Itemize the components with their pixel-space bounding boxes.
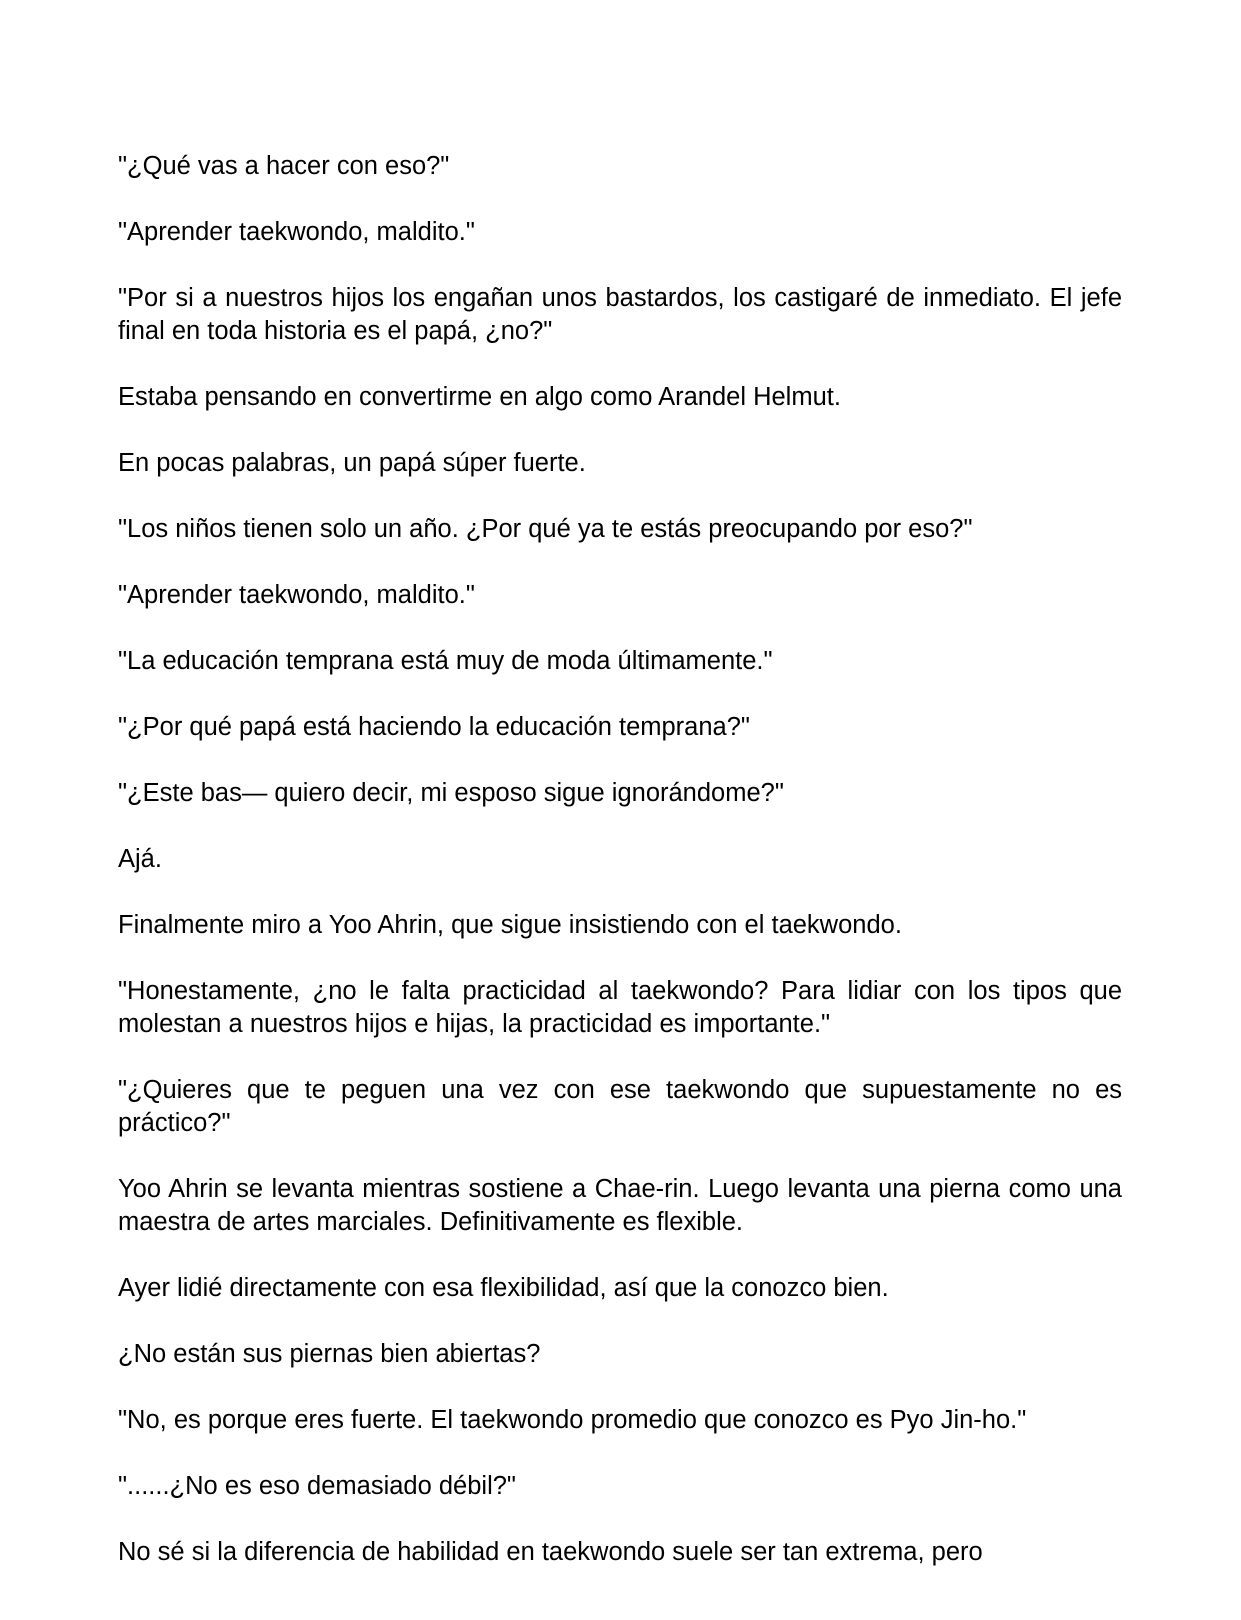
paragraph: En pocas palabras, un papá súper fuerte. xyxy=(118,449,586,477)
paragraph: Yoo Ahrin se levanta mientras sostiene a Chae-rin. Luego levanta una pierna como una maestra de artes marciales. Definitivamente es flexible. xyxy=(118,1175,1122,1236)
paragraph: "La educación temprana está muy de moda últimamente." xyxy=(118,647,773,675)
paragraph: ¿No están sus piernas bien abiertas? xyxy=(118,1340,541,1368)
paragraph: "Los niños tienen solo un año. ¿Por qué ya te estás preocupando por eso?" xyxy=(118,515,973,543)
paragraph: "Aprender taekwondo, maldito." xyxy=(118,581,475,609)
paragraph: "¿Qué vas a hacer con eso?" xyxy=(118,152,450,180)
paragraph: "¿Este bas— quiero decir, mi esposo sigue ignorándome?" xyxy=(118,779,784,807)
paragraph: "Aprender taekwondo, maldito." xyxy=(118,218,475,246)
text-column xyxy=(118,150,1122,1602)
paragraph: No sé si la diferencia de habilidad en taekwondo suele ser tan extrema, pero xyxy=(118,1538,983,1566)
paragraph: "Honestamente, ¿no le falta practicidad al taekwondo? Para lidiar con los tipos que molestan a nuestros hijos e hijas, la practicidad es importante." xyxy=(118,977,1122,1038)
paragraph: Estaba pensando en convertirme en algo como Arandel Helmut. xyxy=(118,383,841,411)
paragraph: "¿Por qué papá está haciendo la educación temprana?" xyxy=(118,713,750,741)
paragraph: Finalmente miro a Yoo Ahrin, que sigue insistiendo con el taekwondo. xyxy=(118,911,902,939)
paragraph: Ajá. xyxy=(118,845,162,873)
paragraph: "No, es porque eres fuerte. El taekwondo promedio que conozco es Pyo Jin-ho." xyxy=(118,1406,1027,1434)
paragraph: Ayer lidié directamente con esa flexibilidad, así que la conozco bien. xyxy=(118,1274,889,1302)
paragraph: "Por si a nuestros hijos los engañan unos bastardos, los castigaré de inmediato. El jefe final en toda historia es el papá, ¿no?" xyxy=(118,284,1122,345)
paragraph: "......¿No es eso demasiado débil?" xyxy=(118,1472,516,1500)
paragraph: "¿Quieres que te peguen una vez con ese taekwondo que supuestamente no es práctico?" xyxy=(118,1076,1122,1137)
